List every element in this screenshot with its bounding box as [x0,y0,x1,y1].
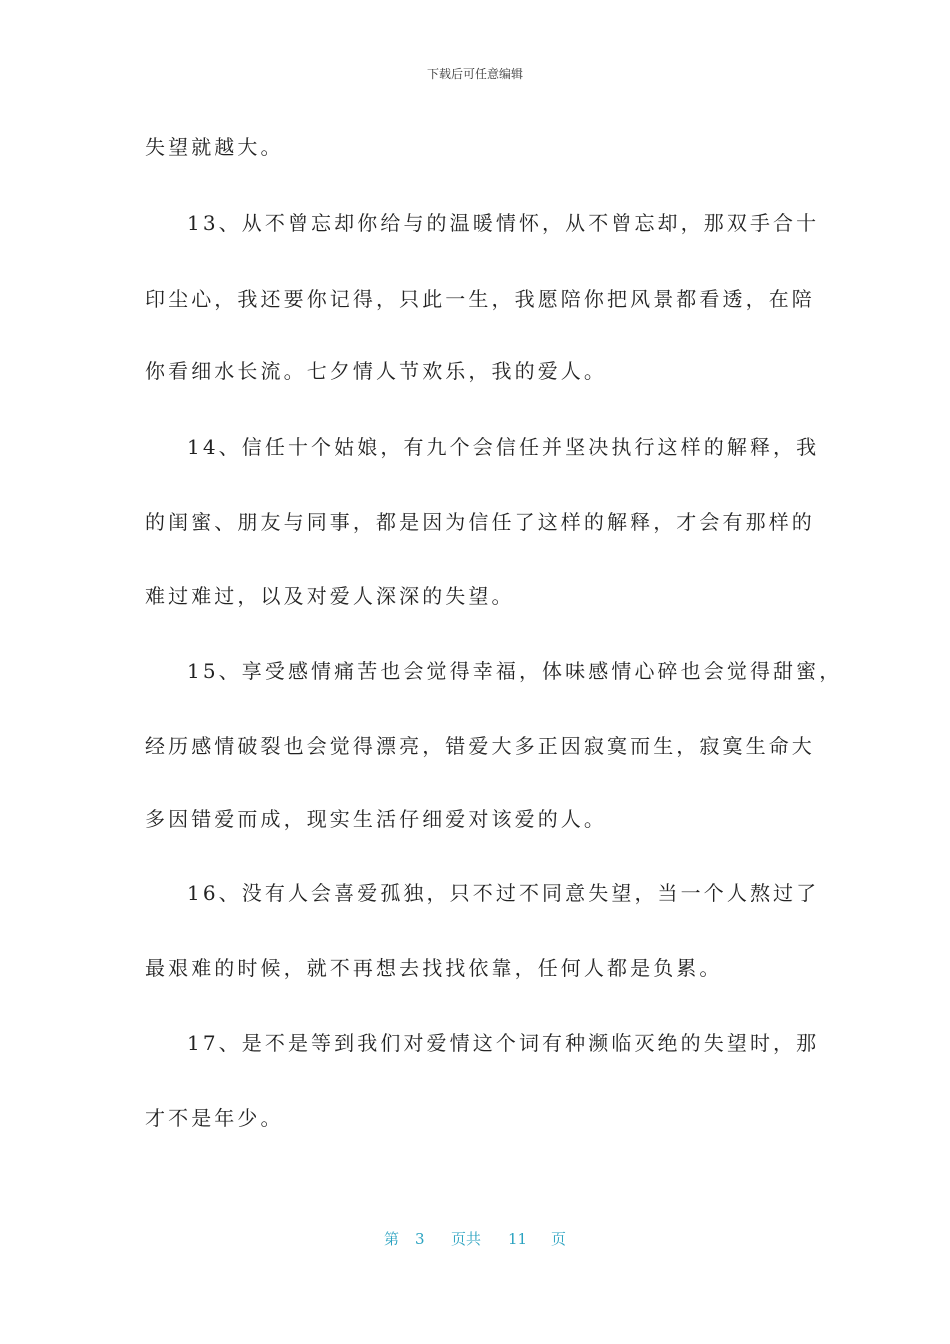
text-line: 印尘心，我还要你记得，只此一生，我愿陪你把风景都看透，在陪 [145,287,815,311]
text-line: 16、没有人会喜爱孤独，只不过不同意失望，当一个人熬过了 [187,881,820,905]
current-page-number: 3 [415,1230,425,1248]
total-pages-number: 11 [508,1230,528,1248]
footer-prefix: 第 [384,1230,400,1248]
page-header-note: 下载后可任意编辑 [426,67,523,81]
text-line: 难过难过，以及对爱人深深的失望。 [145,584,515,608]
text-line: 的闺蜜、朋友与同事，都是因为信任了这样的解释，才会有那样的 [145,510,815,534]
text-line: 才不是年少。 [145,1106,284,1130]
page-footer [0,1228,950,1252]
text-line: 最艰难的时候，就不再想去找找依靠，任何人都是负累。 [145,956,723,980]
text-line: 17、是不是等到我们对爱情这个词有种濒临灭绝的失望时，那 [187,1031,820,1055]
text-line: 失望就越大。 [145,135,284,159]
text-line: 经历感情破裂也会觉得漂亮，错爱大多正因寂寞而生，寂寞生命大 [145,734,815,758]
text-line: 多因错爱而成，现实生活仔细爱对该爱的人。 [145,807,607,831]
footer-middle: 页共 [451,1230,482,1248]
text-line: 15、享受感情痛苦也会觉得幸福，体味感情心碎也会觉得甜蜜， [187,659,843,683]
footer-suffix: 页 [551,1230,567,1248]
text-line: 你看细水长流。七夕情人节欢乐，我的爱人。 [145,359,607,383]
text-line: 14、信任十个姑娘，有九个会信任并坚决执行这样的解释，我 [187,435,820,459]
text-line: 13、从不曾忘却你给与的温暖情怀，从不曾忘却，那双手合十 [187,211,820,235]
